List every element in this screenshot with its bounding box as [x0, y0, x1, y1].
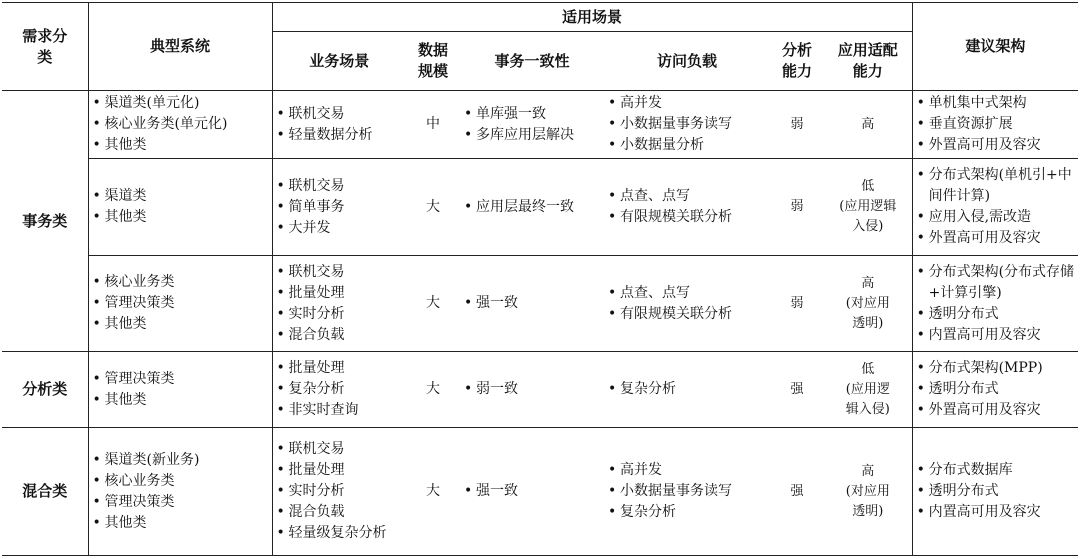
list-item: • 小数据量事务读写: [604, 481, 768, 502]
list-item: • 管理决策类: [89, 369, 270, 390]
scale-cell: 大: [426, 198, 440, 215]
scenarios-list: [273, 104, 405, 146]
list-item: • 混合负载: [273, 502, 405, 523]
adaptation-cell: 低 (应用逻辑 入侵): [824, 159, 912, 256]
list-item: • 渠道类(新业务): [89, 450, 270, 471]
list-item: • 联机交易: [273, 104, 405, 125]
adaptation-cell: 高 (对应用 透明): [824, 428, 912, 556]
load-list: [604, 93, 768, 156]
list-item: • 高并发: [604, 460, 768, 481]
list-item: • 非实时查询: [273, 400, 405, 421]
list-item: • 批量处理: [273, 460, 405, 481]
list-item: • 批量处理: [273, 358, 405, 379]
scale-cell: 大: [426, 381, 440, 397]
list-item: • 点查、点写: [604, 283, 768, 304]
list-item: • 轻量数据分析: [273, 125, 405, 146]
list-item: • 实时分析: [273, 481, 405, 502]
scale-cell: 大: [426, 483, 440, 499]
list-item: • 核心业务类: [89, 471, 270, 492]
list-item: • 分布式数据库: [913, 460, 1077, 481]
header-demand-category: 需求分类: [2, 3, 88, 91]
list-item: • 其他类: [89, 207, 270, 228]
systems-list: [89, 93, 270, 156]
list-item: • 分布式架构(单机引+中间件计算): [913, 165, 1077, 207]
header-business-scenario: 业务场景: [309, 51, 370, 70]
list-item: • 有限规模关联分析: [604, 304, 768, 325]
list-item: • 管理决策类: [89, 492, 270, 513]
list-item: • 分布式架构(分布式存储+计算引擎): [913, 262, 1077, 304]
list-item: • 多库应用层解决: [460, 125, 602, 146]
analysis-cell: 强: [790, 381, 804, 397]
list-item: • 复杂分析: [604, 502, 768, 523]
list-item: • 批量处理: [273, 283, 405, 304]
list-item: • 核心业务类: [89, 272, 270, 293]
list-item: • 简单事务: [273, 197, 405, 218]
list-item: • 内置高可用及容灾: [913, 502, 1077, 523]
list-item: • 小数据量事务读写: [604, 114, 768, 135]
category-cell: 混合类: [2, 428, 88, 556]
header-analysis-capability: 分析能力: [781, 41, 812, 80]
list-item: • 透明分布式: [913, 379, 1077, 400]
list-item: • 分布式架构(MPP): [913, 358, 1077, 379]
list-item: • 单库强一致: [460, 104, 602, 125]
analysis-cell: 强: [790, 483, 804, 499]
header-typical-system: 典型系统: [88, 3, 272, 91]
list-item: • 外置高可用及容灾: [913, 228, 1077, 249]
analysis-cell: 弱: [790, 199, 804, 214]
list-item: • 渠道类: [89, 186, 270, 207]
analysis-cell: 弱: [790, 295, 804, 311]
list-item: • 单机集中式架构: [913, 93, 1077, 114]
category-cell: 分析类: [2, 352, 88, 428]
header-transaction-consistency: 事务一致性: [494, 51, 570, 70]
architecture-table: [2, 2, 1078, 556]
list-item: • 大并发: [273, 218, 405, 239]
list-item: • 小数据量分析: [604, 135, 768, 156]
list-item: • 强一致: [460, 293, 602, 314]
scale-cell: 大: [426, 295, 440, 311]
list-item: • 核心业务类(单元化): [89, 114, 270, 135]
adaptation-cell: 高 (对应用 透明): [824, 256, 912, 352]
category-cell: 事务类: [2, 91, 88, 352]
list-item: • 外置高可用及容灾: [913, 135, 1077, 156]
header-access-load: 访问负载: [656, 51, 717, 70]
scale-cell: 中: [426, 116, 440, 132]
list-item: • 复杂分析: [273, 379, 405, 400]
list-item: • 弱一致: [460, 379, 602, 400]
list-item: • 点查、点写: [604, 186, 768, 207]
list-item: • 有限规模关联分析: [604, 207, 768, 228]
list-item: • 轻量级复杂分析: [273, 523, 405, 544]
list-item: • 混合负载: [273, 325, 405, 346]
list-item: • 其他类: [89, 513, 270, 534]
list-item: • 内置高可用及容灾: [913, 325, 1077, 346]
adaptation-cell: 低 (应用逻 辑入侵): [824, 352, 912, 428]
analysis-cell: 弱: [790, 116, 804, 132]
list-item: • 联机交易: [273, 176, 405, 197]
header-applicable-scenario: 适用场景: [272, 3, 912, 32]
list-item: • 透明分布式: [913, 304, 1077, 325]
architecture-list: [913, 93, 1077, 156]
list-item: • 高并发: [604, 93, 768, 114]
header-app-adaptation: 应用适配能力: [824, 32, 912, 91]
header-data-scale: 数据规模: [417, 41, 448, 80]
list-item: • 管理决策类: [89, 293, 270, 314]
list-item: • 其他类: [89, 135, 270, 156]
header-suggested-architecture: 建议架构: [965, 37, 1026, 55]
consistency-list: [460, 104, 602, 146]
list-item: • 透明分布式: [913, 481, 1077, 502]
list-item: • 应用入侵,需改造: [913, 207, 1077, 228]
list-item: • 应用层最终一致: [460, 197, 602, 218]
list-item: • 实时分析: [273, 304, 405, 325]
list-item: • 强一致: [460, 481, 602, 502]
list-item: • 其他类: [89, 390, 270, 411]
adaptation-cell: 高: [824, 91, 912, 159]
list-item: • 渠道类(单元化): [89, 93, 270, 114]
list-item: • 外置高可用及容灾: [913, 400, 1077, 421]
list-item: • 联机交易: [273, 262, 405, 283]
list-item: • 复杂分析: [604, 379, 768, 400]
list-item: • 垂直资源扩展: [913, 114, 1077, 135]
list-item: • 其他类: [89, 314, 270, 335]
list-item: • 联机交易: [273, 439, 405, 460]
